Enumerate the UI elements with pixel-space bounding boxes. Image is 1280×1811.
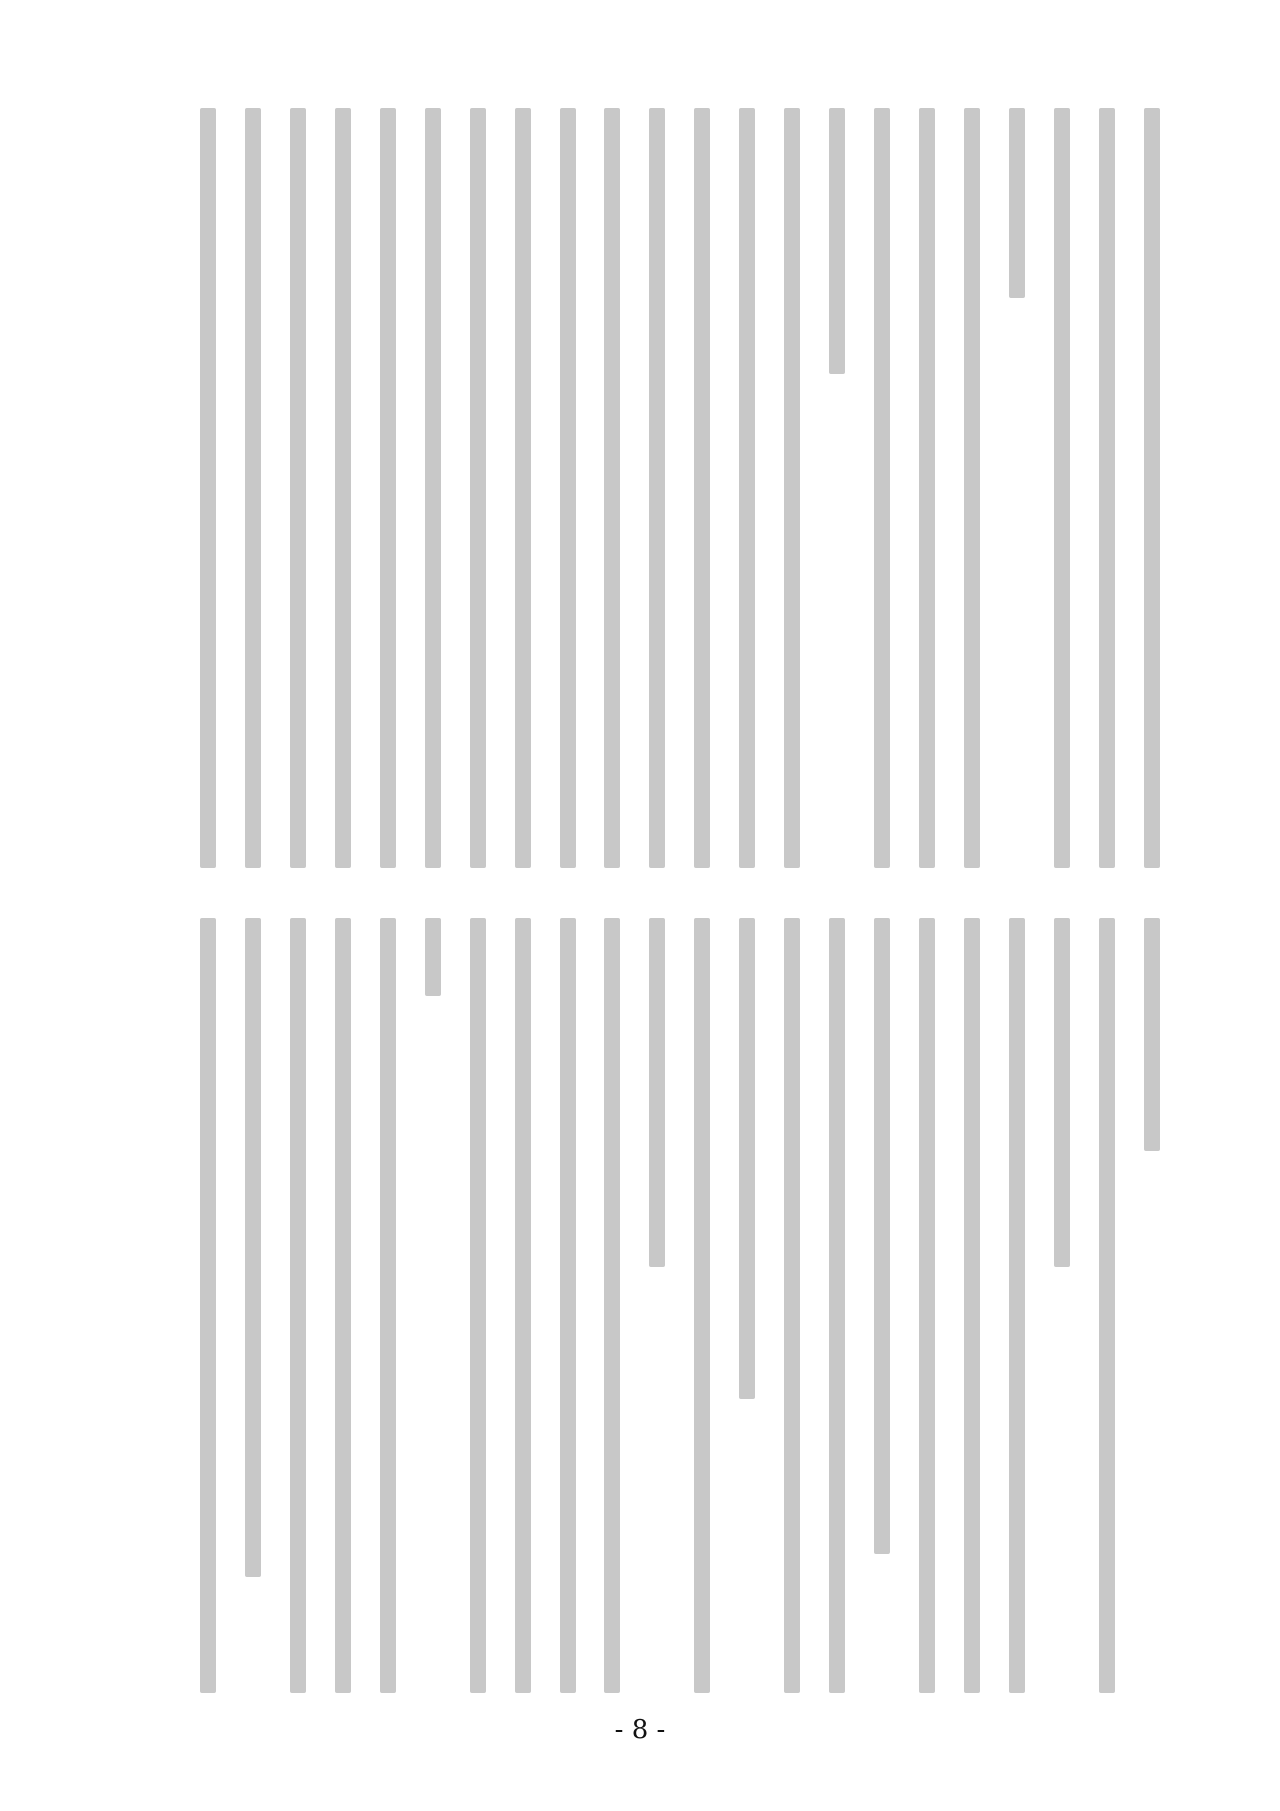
text-column-placeholder [649,108,665,868]
text-column-placeholder [1009,108,1025,298]
text-column-placeholder [784,918,800,1693]
text-column-placeholder [425,108,441,868]
text-column-placeholder [1009,918,1025,1693]
text-column-placeholder [1054,108,1070,868]
text-column-placeholder [425,918,441,996]
text-column-placeholder [604,918,620,1693]
text-column-placeholder [515,108,531,868]
text-column-placeholder [515,918,531,1693]
text-column-placeholder [560,918,576,1693]
text-column-placeholder [784,108,800,868]
upper-text-block [200,108,1160,868]
text-column-placeholder [1099,918,1115,1693]
text-column-placeholder [200,918,216,1693]
text-column-placeholder [290,108,306,868]
text-column-placeholder [874,918,890,1554]
text-column-placeholder [380,918,396,1693]
text-column-placeholder [470,108,486,868]
text-column-placeholder [1099,108,1115,868]
text-column-placeholder [245,918,261,1577]
text-column-placeholder [874,108,890,868]
text-column-placeholder [560,108,576,868]
text-column-placeholder [1144,108,1160,868]
text-column-placeholder [470,918,486,1693]
lower-text-block [200,918,1160,1693]
text-column-placeholder [694,108,710,868]
text-column-placeholder [649,918,665,1267]
text-column-placeholder [380,108,396,868]
text-column-placeholder [604,108,620,868]
text-column-placeholder [919,918,935,1693]
text-column-placeholder [829,918,845,1693]
text-column-placeholder [964,918,980,1693]
text-column-placeholder [919,108,935,868]
text-column-placeholder [739,918,755,1399]
text-column-placeholder [694,918,710,1693]
text-column-placeholder [829,108,845,374]
page-number: - 8 - [614,1715,666,1745]
text-column-placeholder [200,108,216,868]
text-column-placeholder [1144,918,1160,1151]
text-column-placeholder [335,918,351,1693]
text-column-placeholder [739,108,755,868]
text-column-placeholder [290,918,306,1693]
text-column-placeholder [335,108,351,868]
text-column-placeholder [245,108,261,868]
text-column-placeholder [964,108,980,868]
text-column-placeholder [1054,918,1070,1267]
